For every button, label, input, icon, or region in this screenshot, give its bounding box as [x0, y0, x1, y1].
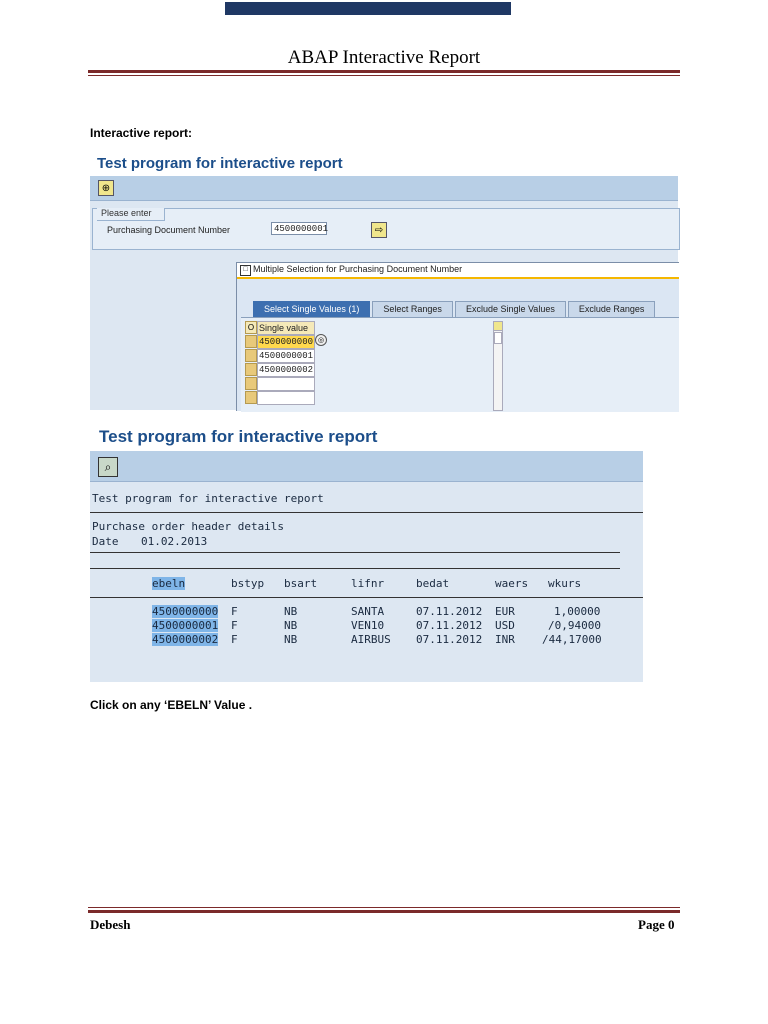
column-header-ebeln: ebeln: [152, 577, 186, 590]
find-button[interactable]: [98, 457, 118, 477]
selection-frame: [92, 208, 680, 250]
scrollbar-thumb[interactable]: [494, 332, 502, 344]
table-cell: NB: [284, 605, 298, 618]
table-cell: AIRBUS: [351, 633, 391, 646]
column-header-waers: waers: [495, 577, 529, 590]
execute-icon: ⊕: [101, 182, 111, 194]
multiple-selection-button[interactable]: [371, 222, 387, 238]
footer-author: Debesh: [90, 917, 131, 932]
single-values-grid: [245, 321, 317, 405]
date-label: Date: [92, 535, 119, 548]
report-toolbar: [90, 451, 643, 482]
dialog-title: Multiple Selection for Purchasing Document Number: [253, 264, 463, 274]
header-bar: [225, 2, 511, 15]
selection-toolbar: [90, 176, 678, 201]
report-screen-title: Test program for interactive report: [99, 427, 378, 446]
column-header-bstyp: bstyp: [231, 577, 265, 590]
column-header-bedat: bedat: [416, 577, 450, 590]
table-cell: /0,94000: [548, 619, 601, 632]
frame-label: Please enter: [97, 208, 165, 221]
single-value-cell-empty[interactable]: [257, 377, 315, 391]
ebeln-value-link[interactable]: 4500000000: [152, 605, 219, 618]
selection-screen: [90, 176, 678, 410]
arrow-right-icon: ⇨: [374, 224, 384, 236]
single-value-cell-empty[interactable]: [257, 391, 315, 405]
window-icon: □: [240, 265, 251, 276]
single-values-panel: [241, 317, 679, 412]
ebeln-value-link[interactable]: 4500000002: [152, 633, 219, 646]
row-selector[interactable]: [245, 377, 257, 390]
footer-rule-thin: [88, 907, 680, 908]
date-value: 01.02.2013: [141, 535, 208, 548]
grid-scrollbar[interactable]: [493, 321, 503, 411]
table-cell: SANTA: [351, 605, 385, 618]
table-cell: F: [231, 633, 238, 646]
magnifier-icon: ⌕: [104, 459, 112, 474]
execute-button[interactable]: [98, 180, 114, 196]
header-rule: [88, 70, 680, 73]
columns-divider-bottom: [90, 597, 643, 598]
dialog-header: [237, 263, 679, 279]
columns-divider-top: [90, 568, 620, 569]
tab-select-single-values[interactable]: Select Single Values (1): [253, 301, 370, 318]
grid-row: [245, 391, 317, 405]
column-header-bsart: bsart: [284, 577, 318, 590]
table-cell: F: [231, 619, 238, 632]
grid-row: [245, 377, 317, 391]
selection-screen-title: Test program for interactive report: [97, 155, 343, 172]
table-cell: 07.11.2012: [416, 619, 483, 632]
table-cell: /44,17000: [542, 633, 602, 646]
scrollbar-settings-icon[interactable]: [494, 322, 502, 331]
table-cell: NB: [284, 633, 298, 646]
document-title: ABAP Interactive Report: [287, 47, 481, 68]
tab-exclude-single-values[interactable]: Exclude Single Values: [455, 301, 566, 318]
dialog-tabs: [253, 301, 657, 317]
footer-rule: [88, 910, 680, 913]
table-cell: 1,00000: [554, 605, 601, 618]
report-screen: [90, 451, 643, 682]
instruction-text: Click on any ‘EBELN’ Value .: [90, 698, 253, 712]
column-header-wkurs: wkurs: [548, 577, 582, 590]
ebeln-value-link[interactable]: 4500000001: [152, 619, 219, 632]
list-title: Test program for interactive report: [92, 492, 324, 505]
field-label: Purchasing Document Number: [107, 225, 231, 235]
header-rule-thin: [88, 75, 680, 76]
table-cell: INR: [495, 633, 515, 646]
grid-row: [245, 335, 317, 349]
table-cell: F: [231, 605, 238, 618]
table-cell: 07.11.2012: [416, 605, 483, 618]
single-value-cell[interactable]: 4500000002: [259, 365, 314, 375]
purchasing-document-input[interactable]: 4500000001: [271, 222, 327, 235]
row-selector[interactable]: [245, 363, 257, 376]
tab-exclude-ranges[interactable]: Exclude Ranges: [568, 301, 656, 318]
single-value-cell[interactable]: 4500000000: [259, 337, 314, 347]
report-header-line: Purchase order header details: [92, 520, 285, 533]
table-cell: 07.11.2012: [416, 633, 483, 646]
grid-row: [245, 363, 317, 377]
multiple-selection-dialog: [236, 262, 679, 411]
table-cell: USD: [495, 619, 515, 632]
table-cell: NB: [284, 619, 298, 632]
intro-label: Interactive report:: [90, 126, 193, 140]
tab-select-ranges[interactable]: Select Ranges: [372, 301, 453, 318]
row-selector[interactable]: [245, 335, 257, 348]
single-value-cell[interactable]: 4500000001: [259, 351, 314, 361]
value-help-icon[interactable]: ◎: [315, 334, 327, 346]
grid-header-single-value: Single value: [257, 321, 315, 335]
grid-header-row: [245, 321, 317, 335]
table-cell: VEN10: [351, 619, 385, 632]
list-divider: [90, 512, 643, 513]
grid-row: [245, 349, 317, 363]
row-selector[interactable]: [245, 391, 257, 404]
column-header-lifnr: lifnr: [351, 577, 385, 590]
table-cell: EUR: [495, 605, 515, 618]
page-number: Page 0: [638, 917, 675, 932]
grid-header-select: O: [245, 321, 257, 334]
row-selector[interactable]: [245, 349, 257, 362]
header-divider: [90, 552, 620, 553]
